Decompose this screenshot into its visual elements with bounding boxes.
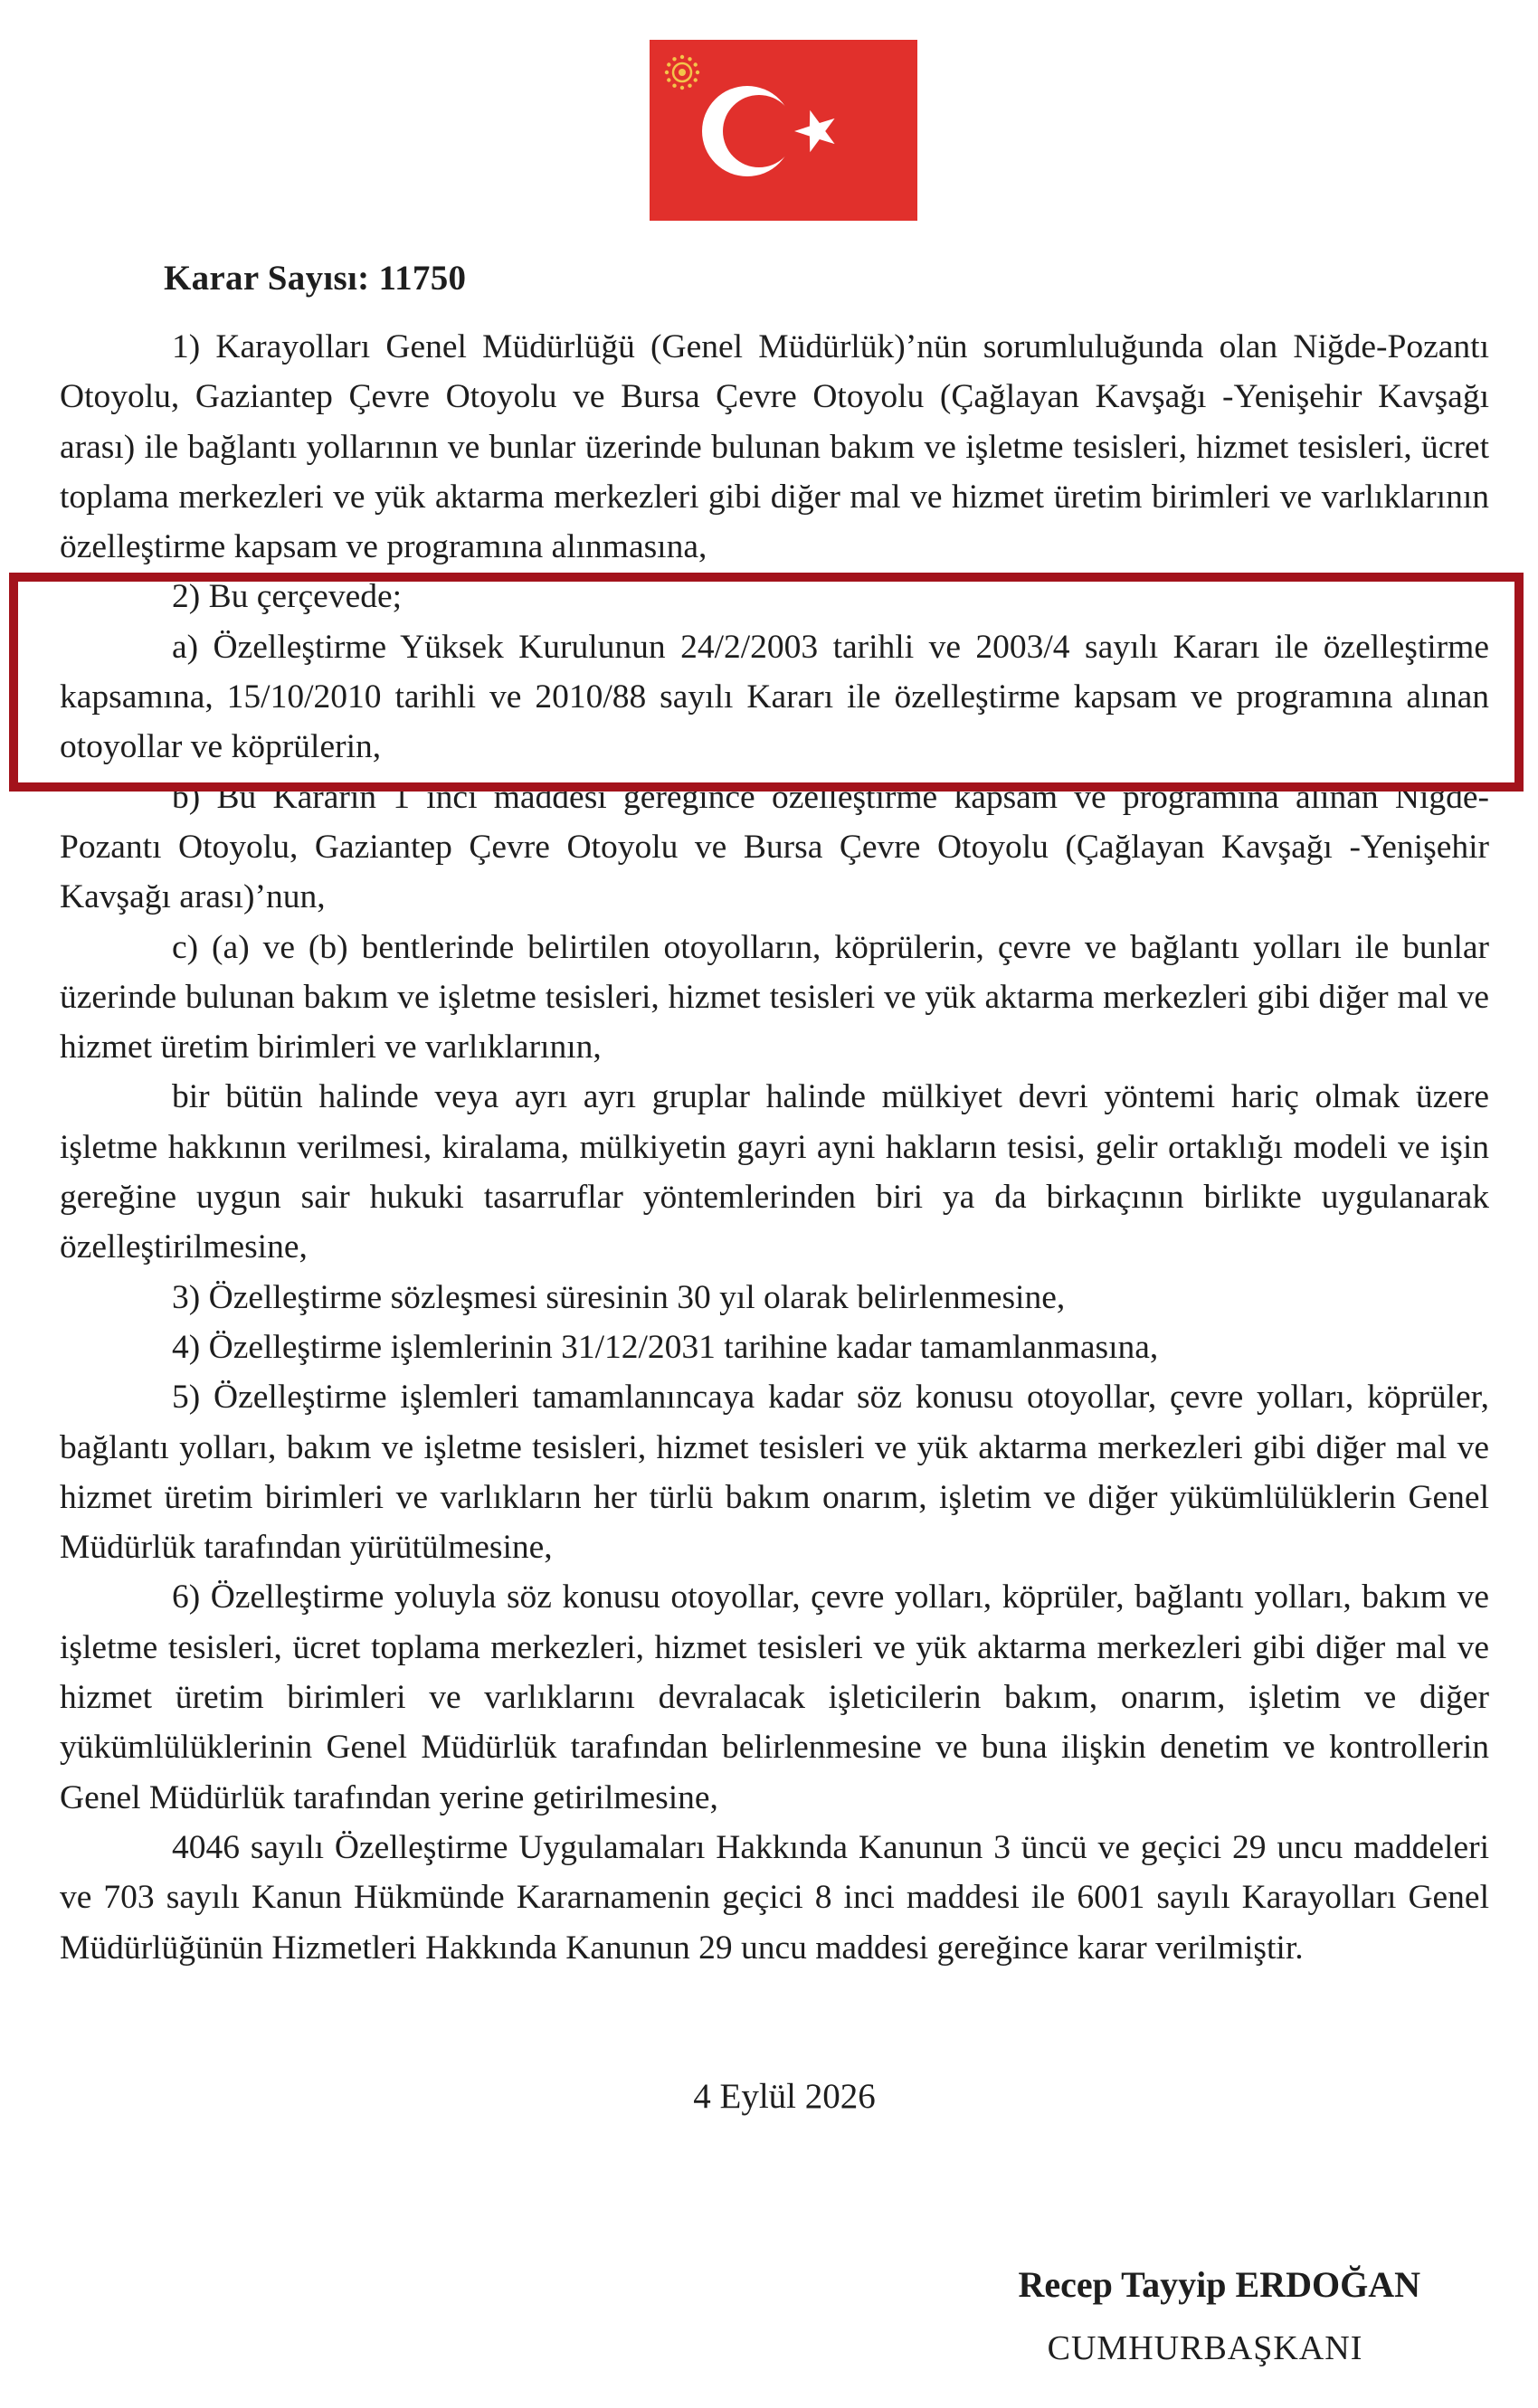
paragraph-2a: a) Özelleştirme Yüksek Kurulunun 24/2/2003 tarihli ve 2003/4 sayılı Kararı ile özelleştirme kapsamına, 15/10/2010 tarihli ve 2010/88 sayılı Kararı ile özelleştirme kapsam ve programına alınan otoyollar ve köprülerin, <box>60 628 1489 766</box>
decree-body <box>60 322 1489 1973</box>
paragraph-legal-basis: 4046 sayılı Özelleştirme Uygulamaları Hakkında Kanunun 3 üncü ve geçici 29 uncu maddeleri ve 703 sayılı Kanun Hükmünde Kararnamenin geçici 8 inci maddesi ile 6001 sayılı Karayolları Genel Müdürlüğünün Hizmetleri Hakkında Kanunun 29 uncu maddesi gereğince karar verilmiştir. <box>60 1828 1489 1967</box>
signatory-title: CUMHURBAŞKANI <box>1047 2329 1363 2367</box>
turkish-flag <box>650 40 917 221</box>
signatory-name: Recep Tayyip ERDOĞAN <box>1018 2264 1420 2305</box>
decision-number: Karar Sayısı: 11750 <box>164 259 467 298</box>
paragraph-1: 1) Karayolları Genel Müdürlüğü (Genel Müdürlük)’nün sorumluluğunda olan Niğde-Pozantı Otoyolu, Gaziantep Çevre Otoyolu ve Bursa Çevre Otoyolu (Çağlayan Kavşağı -Yenişehir Kavşağı arası) ile bağlantı yollarının ve bunlar üzerinde bulunan bakım ve işletme tesisleri, hizmet tesisleri, ücret toplama merkezleri ve yük aktarma merkezleri gibi diğer mal ve hizmet üretim birimleri ve varlıklarının özelleştirme kapsam ve programına alınmasına, <box>60 328 1489 566</box>
decree-date-line <box>0 2076 1538 2117</box>
crescent-star-icon <box>650 40 917 221</box>
paragraph-2b: b) Bu Kararın 1 inci maddesi gereğince özelleştirme kapsam ve programına alınan Niğde-Pozantı Otoyolu, Gaziantep Çevre Otoyolu ve Bursa Çevre Otoyolu (Çağlayan Kavşağı -Yenişehir Kavşağı arası)’nun, <box>60 778 1489 916</box>
paragraph-6: 6) Özelleştirme yoluyla söz konusu otoyollar, çevre yolları, köprüler, bağlantı yolları, bakım ve işletme tesisleri, ücret toplama merkezleri, hizmet tesisleri ve yük aktarma merkezleri gibi diğer mal ve hizmet üretim birimleri ve varlıklarını devralacak işleticilerin bakım, onarım, işletim ve diğer yükümlülüklerinin Genel Müdürlük tarafından belirlenmesine ve buna ilişkin denetim ve kontrollerin Genel Müdürlük tarafından yerine getirilmesine, <box>60 1578 1489 1816</box>
paragraph-4: 4) Özelleştirme işlemlerinin 31/12/2031 tarihine kadar tamamlanmasına, <box>172 1328 1159 1366</box>
paragraph-3: 3) Özelleştirme sözleşmesi süresinin 30 yıl olarak belirlenmesine, <box>172 1278 1066 1316</box>
decree-date: 4 Eylül 2026 <box>693 2077 876 2116</box>
paragraph-5: 5) Özelleştirme işlemleri tamamlanıncaya kadar söz konusu otoyollar, çevre yolları, köprüler, bağlantı yolları, bakım ve işletme tesisleri, hizmet tesisleri ve yük aktarma merkezleri gibi diğer mal ve hizmet üretim birimleri ve varlıkların her türlü bakım onarım, işletim ve diğer yükümlülüklerin Genel Müdürlük tarafından yürütülmesine, <box>60 1379 1489 1567</box>
paragraph-2c: c) (a) ve (b) bentlerinde belirtilen otoyolların, köprülerin, çevre ve bağlantı yolları ile bunlar üzerinde bulunan bakım ve işletme tesisleri, hizmet tesisleri ve yük aktarma merkezleri gibi diğer mal ve hizmet üretim birimleri ve varlıklarının, <box>60 928 1489 1067</box>
paragraph-2: 2) Bu çerçevede; <box>172 578 403 616</box>
paragraph-2-method: bir bütün halinde veya ayrı ayrı gruplar halinde mülkiyet devri yöntemi hariç olmak üzere işletme hakkının verilmesi, kiralama, mülkiyetin gayri ayni hakların tesisi, gelir ortaklığı modeli ve işin gereğine uygun sair hukuki tasarruflar yöntemlerinden biri ya da birkaçının birlikte uygulanarak özelleştirilmesine, <box>60 1078 1489 1266</box>
